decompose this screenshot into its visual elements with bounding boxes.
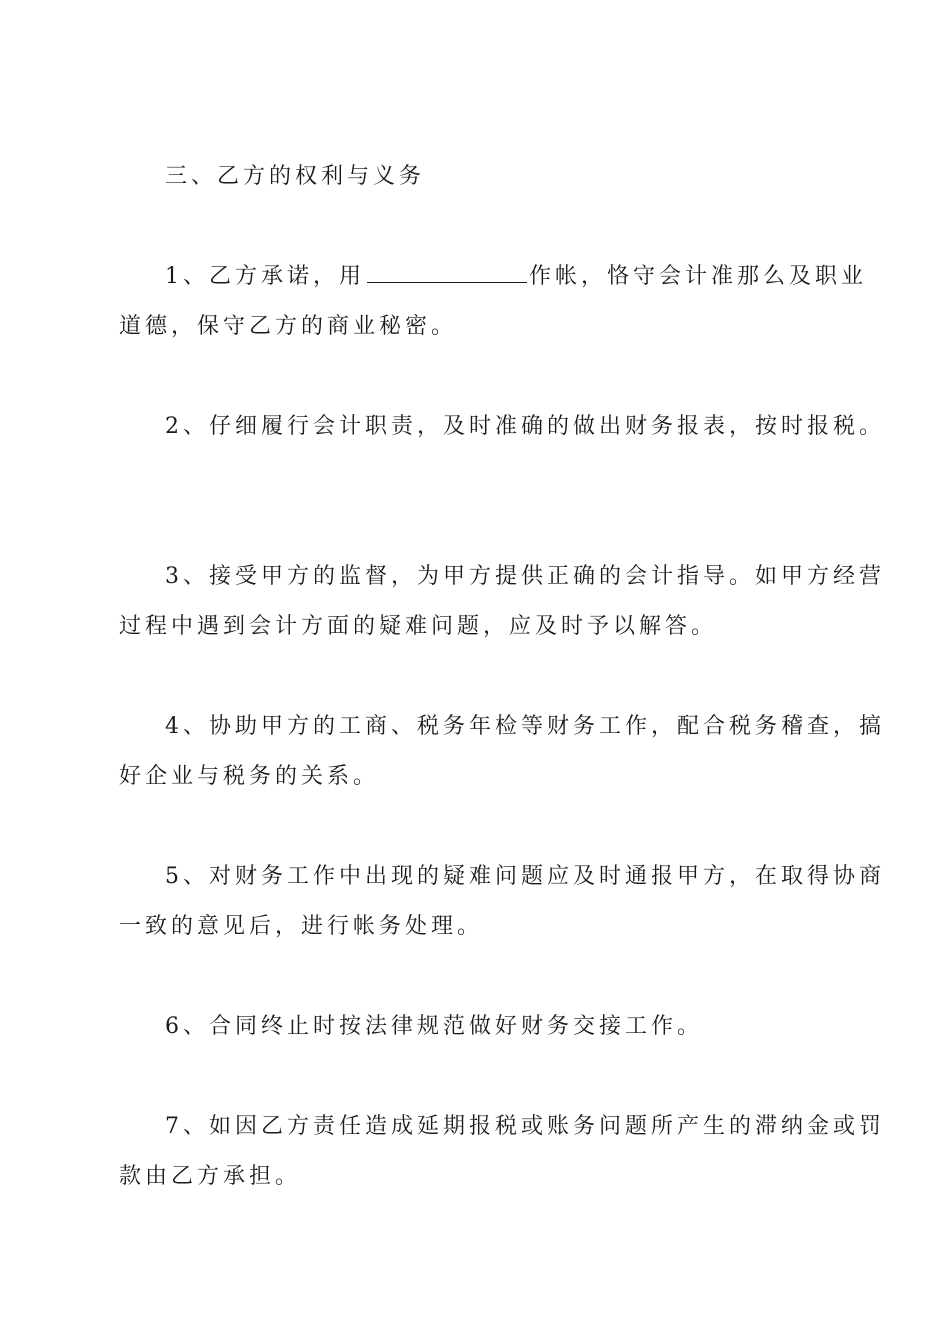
clause-5-line-2: 一致的意见后，进行帐务处理。 xyxy=(119,914,484,939)
section-title: 三、乙方的权利与义务 xyxy=(165,164,426,189)
clause-3-line-1: 3、接受甲方的监督，为甲方提供正确的会计指导。如甲方经营 xyxy=(165,564,885,589)
clause-5-line-1: 5、对财务工作中出现的疑难问题应及时通报甲方，在取得协商 xyxy=(165,864,885,889)
clause-1-line-1 xyxy=(165,262,868,292)
clause-2-line-1: 2、仔细履行会计职责，及时准确的做出财务报表，按时报税。 xyxy=(165,414,885,439)
clause-1-text-post: 作帐，恪守会计准那么及职业 xyxy=(529,264,868,289)
clause-6-line-1: 6、合同终止时按法律规范做好财务交接工作。 xyxy=(165,1014,703,1039)
clause-4-line-2: 好企业与税务的关系。 xyxy=(119,764,380,789)
fill-in-blank xyxy=(367,262,527,283)
clause-1-line-2: 道德，保守乙方的商业秘密。 xyxy=(119,314,458,339)
clause-3-line-2: 过程中遇到会计方面的疑难问题，应及时予以解答。 xyxy=(119,614,718,639)
clause-4-line-1: 4、协助甲方的工商、税务年检等财务工作，配合税务稽查，搞 xyxy=(165,714,885,739)
clause-1-text-pre: 1、乙方承诺，用 xyxy=(165,264,365,289)
clause-7-line-2: 款由乙方承担。 xyxy=(119,1164,302,1189)
clause-7-line-1: 7、如因乙方责任造成延期报税或账务问题所产生的滞纳金或罚 xyxy=(165,1114,885,1139)
